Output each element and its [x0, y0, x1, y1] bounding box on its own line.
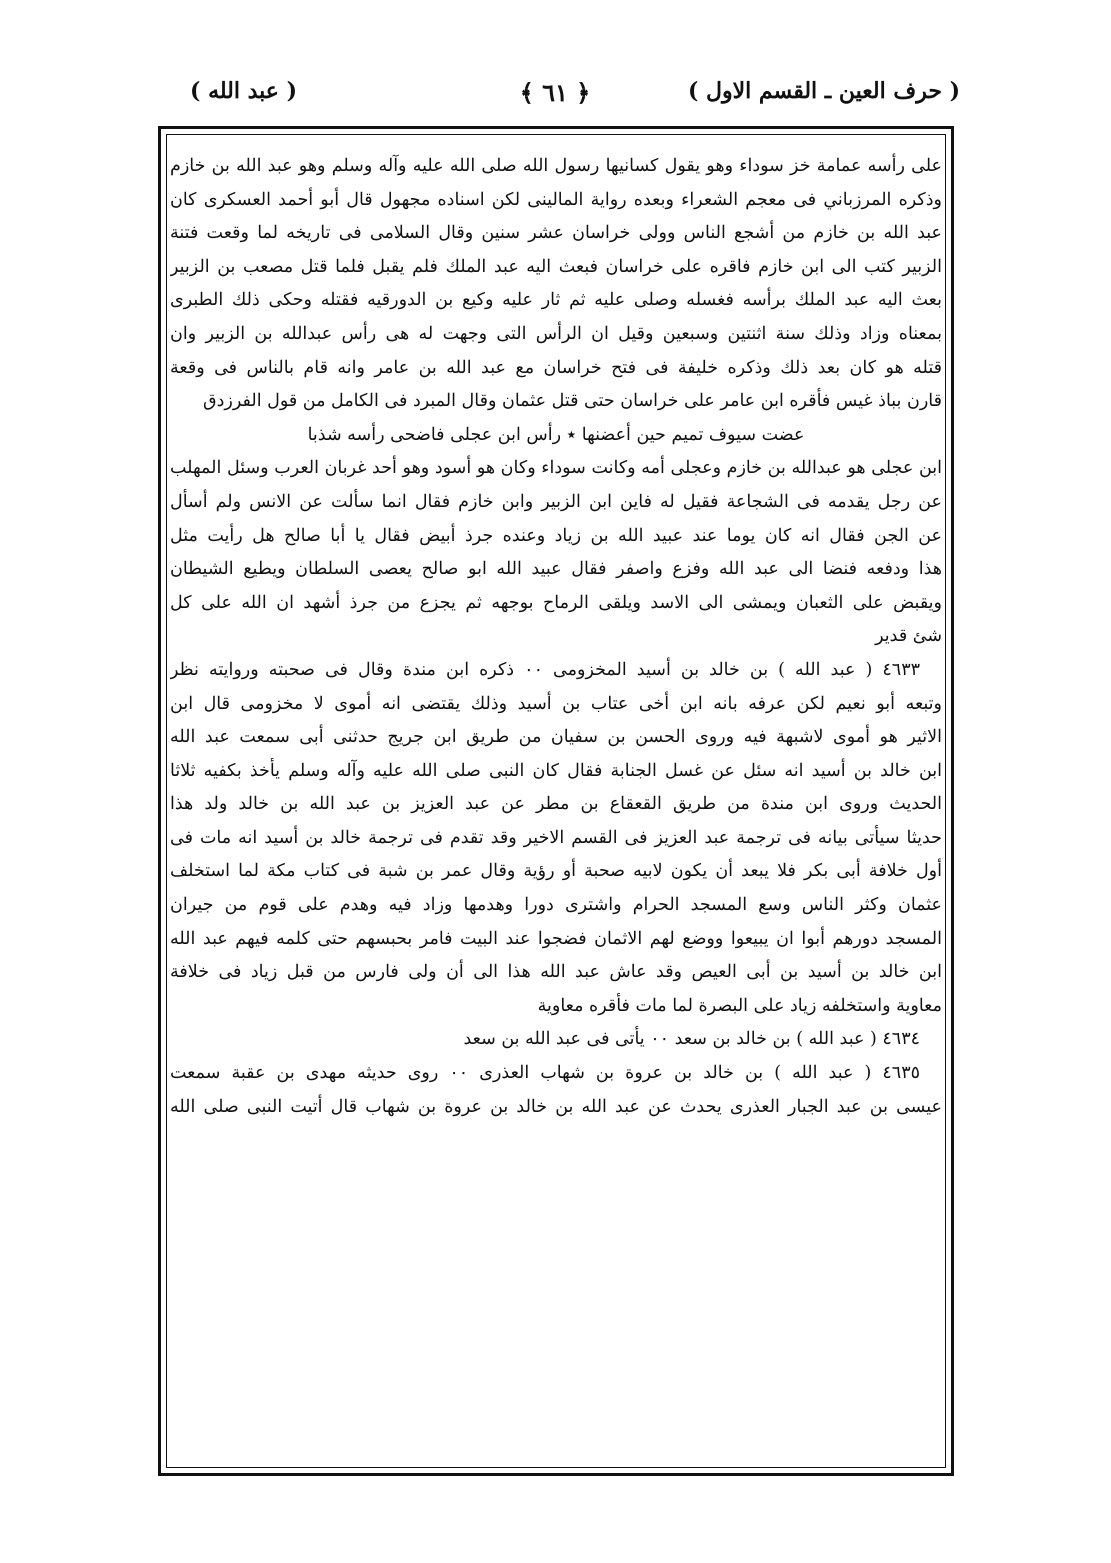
text-line: عثمان وكثر الناس وسع المسجد الحرام واشترى دورا وهدمها وزاد فيه وهدم على قوم من جيران — [170, 895, 942, 916]
text-line: الاثير هو أموى لاشبهة فيه وروى الحسن بن سفيان من طريق ابن جريج حدثنى أبى سمعت عبد الله — [170, 727, 942, 748]
entry-line-4635: ٤٦٣٥ ( عبد الله ) بن خالد بن عروة بن شهاب العذرى ٠٠ روى حديثه مهدى بن عقبة سمعت — [170, 1063, 920, 1084]
text-line: حديثا سيأتى بيانه فى ترجمة عبد العزيز فى القسم الاخير وقد تقدم فى ترجمة خالد بن أسيد انه مات فى — [170, 827, 942, 848]
text-line: هذا ودفعه فنضا الى عبد الله وفزع واصفر فقال عبيد الله ابو صالح يعصى السلطان ويطيع الشيطان — [170, 559, 942, 580]
text-line: ويقبض على الثعبان ويمشى الى الاسد ويلقى الرماح بوجهه ثم يجزع من جرذ أشهد ان الله على كل — [170, 592, 942, 613]
text-line: قارن بباذ غيس فأقره ابن عامر على خراسان حتى قتل عثمان وقال المبرد فى الكامل من قول الفرزدق — [203, 391, 942, 412]
text-line: الزبير كتب الى ابن خازم فاقره على خراسان فبعث اليه عبد الملك فلم يقبل فلما قتل مصعب بن الزبير — [170, 256, 942, 277]
text-line: قتله هو كان بعد ذلك وذكره خليفة فى فتح خراسان مع عبد الله بن عامر وانه قام بالناس فى وقعة — [170, 357, 942, 378]
page-number: ﴿ ٦١ ﴾ — [519, 78, 591, 107]
text-line: أول خلافة أبى بكر فلا يبعد أن يكون لابيه صحبة أو رؤية وقال عمر بن شبة فى كتاب مكة لما استخلف — [170, 861, 942, 882]
entry-line-4634: ٤٦٣٤ ( عبد الله ) بن خالد بن سعد ٠٠ يأتى فى عبد الله بن سعد — [463, 1029, 920, 1050]
text-line: الحديث وروى ابن مندة من طريق القعقاع بن مطر عن عبد العزيز بن عبد الله بن خالد ولد هذا — [170, 794, 942, 815]
poetry-verse: عضت سيوف تميم حين أعضنها ٭ رأس ابن عجلى فاضحى رأسه شذبا — [307, 424, 805, 445]
header-chapter-title: ( حرف العين ـ القسم الاول ) — [687, 78, 960, 104]
entry-line-4633: ٤٦٣٣ ( عبد الله ) بن خالد بن أسيد المخزومى ٠٠ ذكره ابن مندة وقال فى صحبته وروايته نظر — [170, 659, 921, 680]
running-head — [150, 78, 960, 118]
text-line: ابن عجلى هو عبدالله بن خازم وعجلى أمه وكانت سوداء وكان هو أسود وهو أحد غربان العرب وسئل المهلب — [170, 458, 942, 479]
text-line: بعث اليه عبد الملك برأسه فغسله وصلى عليه ثم ثار عليه وكيع بن الدورقيه فقتله وحكى ذلك الطبرى — [170, 290, 942, 311]
text-line: معاوية واستخلفه زياد على البصرة لما مات فأقره معاوية — [537, 995, 942, 1016]
page-body — [170, 150, 942, 1124]
text-line: وتبعه أبو نعيم لكن عرفه بانه ابن أخى عتاب بن أسيد وذلك يقتضى انه أموى لا مخزومى قال ابن — [170, 693, 942, 714]
text-line: عن الجن فقال انه كان يوما عند عبيد الله بن زياد وعنده جرذ أبيض فقال يا أبا صالح هل رأيت مثل — [170, 525, 942, 546]
text-line: عبد الله بن خازم من أشجع الناس وولى خراسان عشر سنين وقال السلامى فى تاريخه لما وقعت فتنة — [170, 223, 942, 244]
text-line: ابن خالد بن أسيد بن أبى العيص وقد عاش عبد الله هذا الى أن ولى فارس من قبل زياد فى خلافة — [170, 962, 942, 983]
text-line: على رأسه عمامة خز سوداء وهو يقول كسانيها رسول الله صلى الله عليه وآله وسلم وهو عبد الله بن خازم — [170, 156, 942, 176]
text-line: عيسى بن عبد الجبار العذرى يحدث عن عبد الله بن خالد بن عروة بن شهاب قال أتيت النبى صلى الله — [170, 1096, 942, 1117]
text-line: عن رجل يقدمه فى الشجاعة فقيل له فاين ابن الزبير وابن خازم فقال انما سألت عن الانس ولم أسأل — [170, 491, 942, 512]
text-line: شئ قدير — [875, 626, 942, 647]
text-line: ابن خالد بن أسيد انه سئل عن غسل الجنابة فقال كان النبى صلى الله عليه وآله وسلم يأخذ بكفيه ثلاثا — [170, 760, 942, 781]
text-line: المسجد دورهم أبوا ان يبيعوا ووضع لهم الاثمان فضجوا عند البيت فامر بحبسهم حتى كلمه فيهم عبد الله — [170, 928, 942, 949]
text-line: وذكره المرزباني فى معجم الشعراء وبعده رواية المالينى لكن اسناده مجهول قال أبو أحمد العسكرى كان — [170, 189, 942, 210]
header-entry-name: ( عبد الله ) — [190, 78, 298, 104]
text-line: بمعناه وزاد وذلك سنة اثنتين وسبعين وقيل ان الرأس التى وجهت له هى رأس عبدالله بن الزبير وان — [170, 323, 942, 344]
